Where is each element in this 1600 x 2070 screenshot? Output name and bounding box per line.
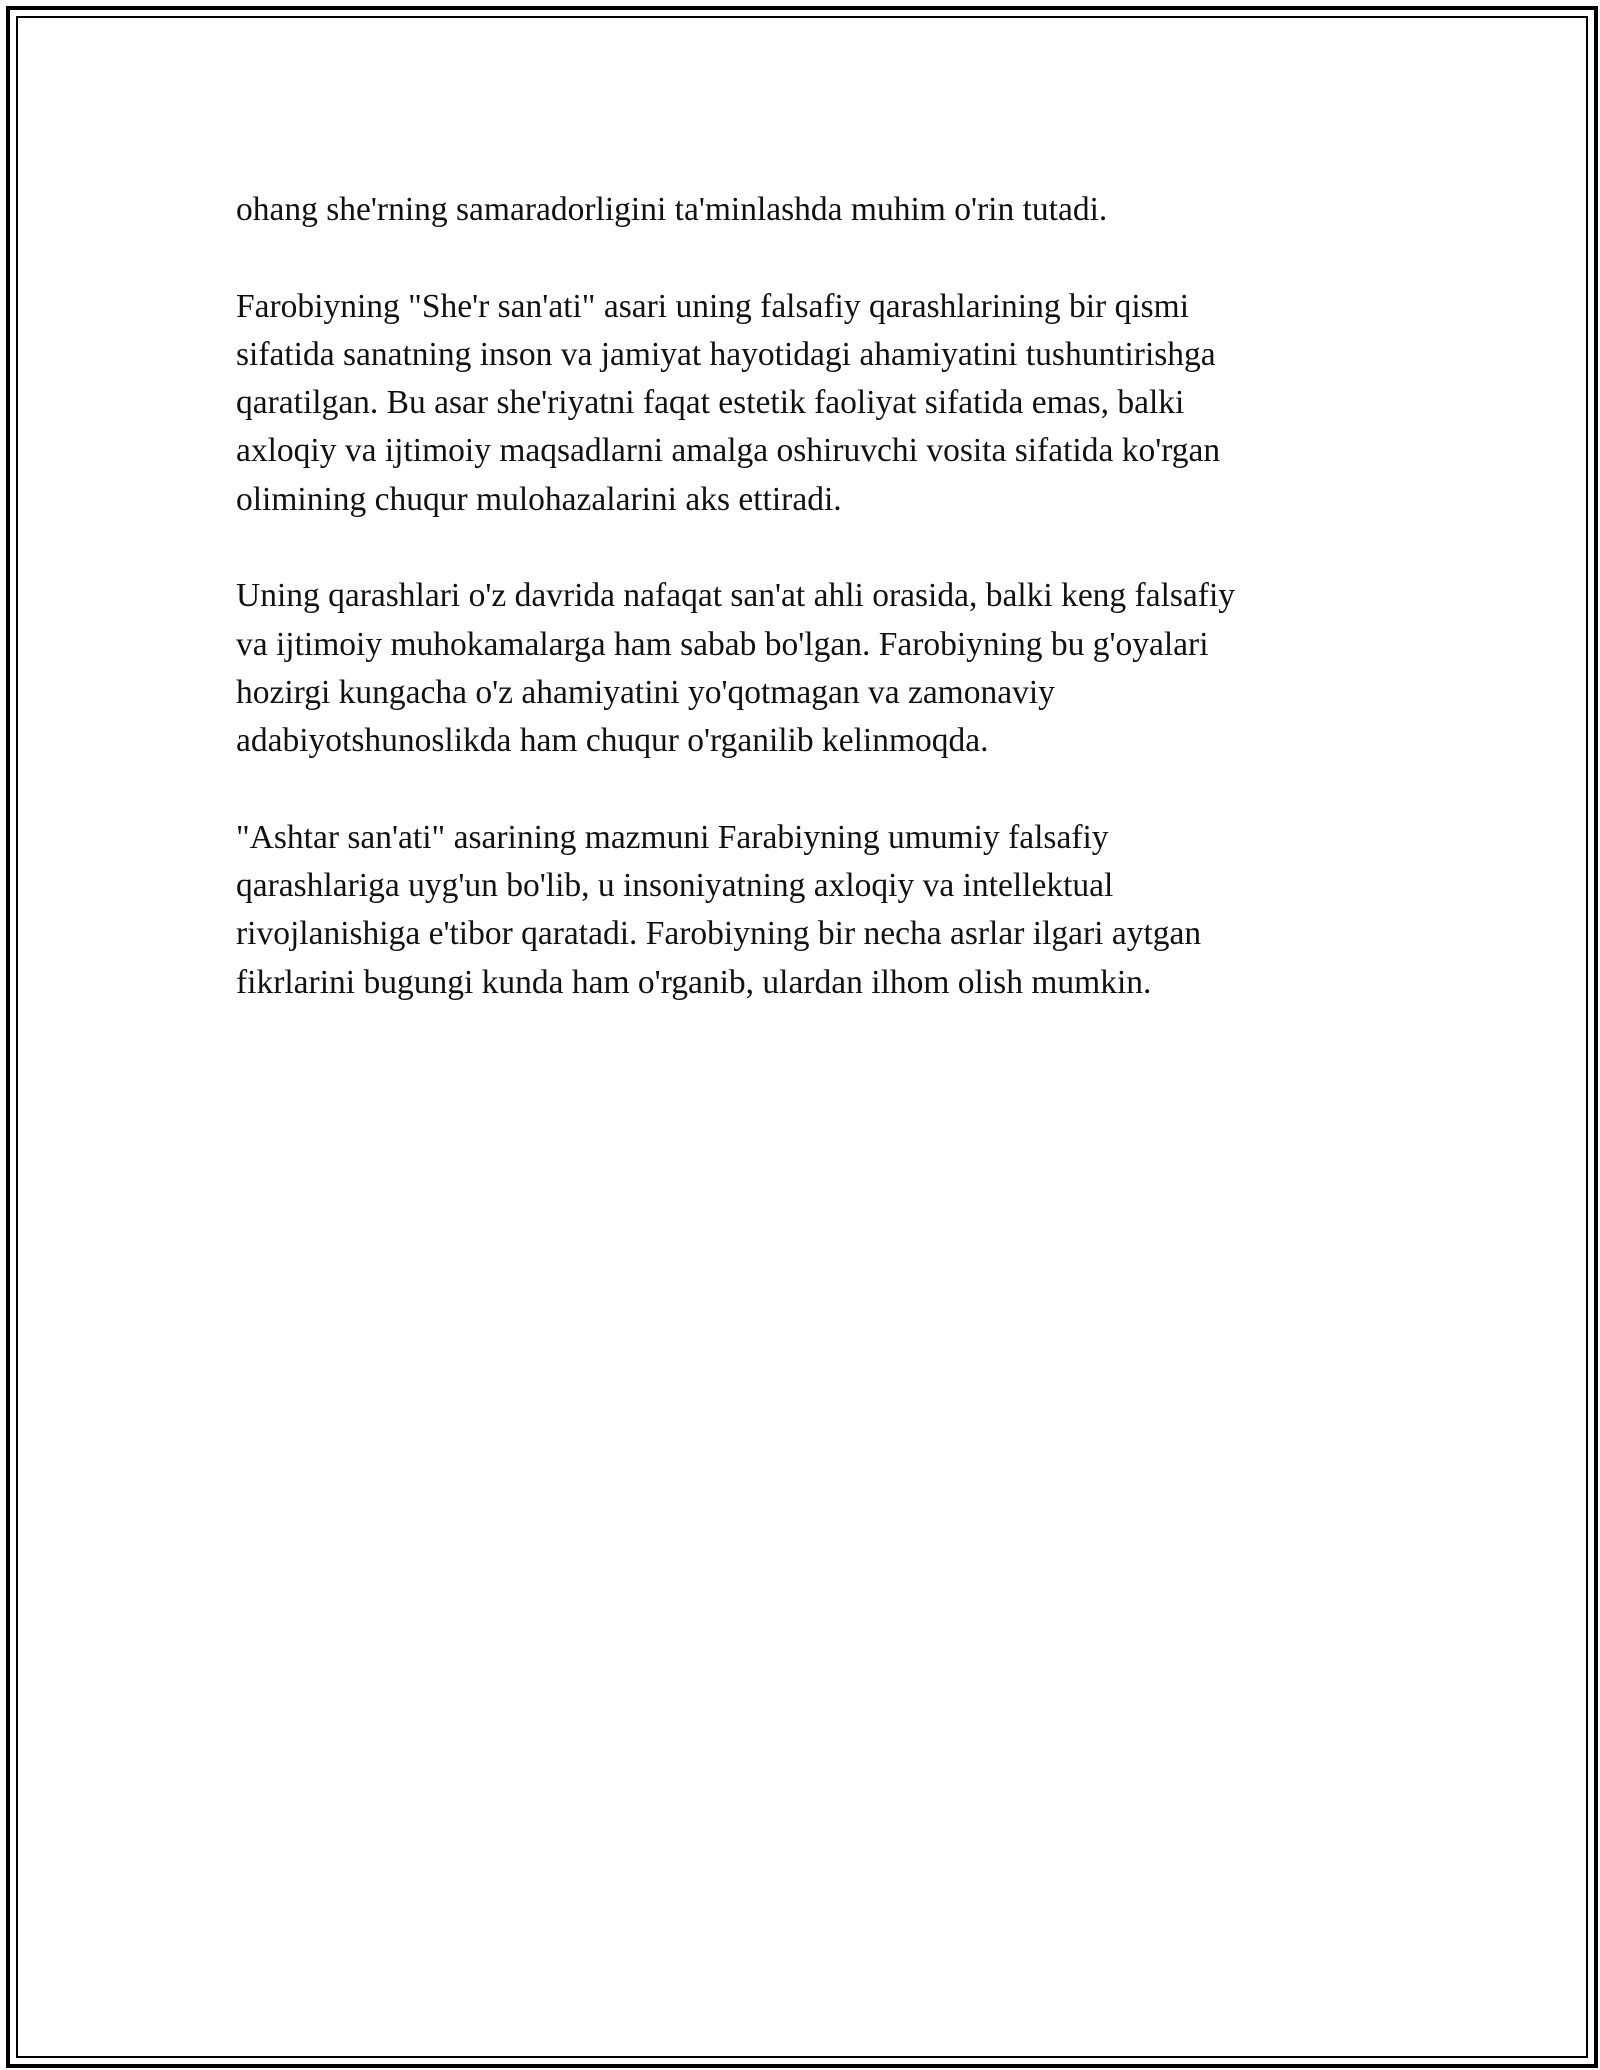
document-body bbox=[236, 186, 1366, 1055]
text-line: qarashlariga uyg'un bo'lib, u insoniyatning axloqiy va intellektual bbox=[236, 867, 1114, 905]
text-line: sifatida sanatning inson va jamiyat hayotidagi ahamiyatini tushuntirishga bbox=[236, 335, 1216, 373]
text-line: "Ashtar san'ati" asarining mazmuni Farabiyning umumiy falsafiy bbox=[236, 818, 1109, 856]
text-line: va ijtimoiy muhokamalarga ham sabab bo'lgan. Farobiyning bu g'oyalari bbox=[236, 625, 1209, 663]
text-line: fikrlarini bugungi kunda ham o'rganib, ulardan ilhom olish mumkin. bbox=[236, 963, 1152, 1001]
text-line: ohang she'rning samaradorligini ta'minlashda muhim o'rin tutadi. bbox=[236, 191, 1108, 228]
text-line: Uning qarashlari o'z davrida nafaqat san'at ahli orasida, balki keng falsafiy bbox=[236, 577, 1236, 615]
text-line: qaratilgan. Bu asar she'riyatni faqat estetik faoliyat sifatida emas, balki bbox=[236, 384, 1185, 422]
text-line: rivojlanishiga e'tibor qaratadi. Farobiyning bir necha asrlar ilgari aytgan bbox=[236, 915, 1202, 953]
paragraph-3 bbox=[236, 572, 1366, 765]
text-line: olimining chuqur mulohazalarini aks ettiradi. bbox=[236, 480, 842, 518]
text-line: hozirgi kungacha o'z ahamiyatini yo'qotmagan va zamonaviy bbox=[236, 673, 1055, 711]
paragraph-4 bbox=[236, 814, 1366, 1007]
text-line: axloqiy va ijtimoiy maqsadlarni amalga oshiruvchi vosita sifatida ko'rgan bbox=[236, 432, 1221, 470]
paragraph-2 bbox=[236, 283, 1366, 524]
text-line: adabiyotshunoslikda ham chuqur o'rganilib kelinmoqda. bbox=[236, 722, 989, 760]
paragraph-1 bbox=[236, 186, 1366, 234]
text-line: Farobiyning "She'r san'ati" asari uning falsafiy qarashlarining bir qismi bbox=[236, 287, 1190, 325]
